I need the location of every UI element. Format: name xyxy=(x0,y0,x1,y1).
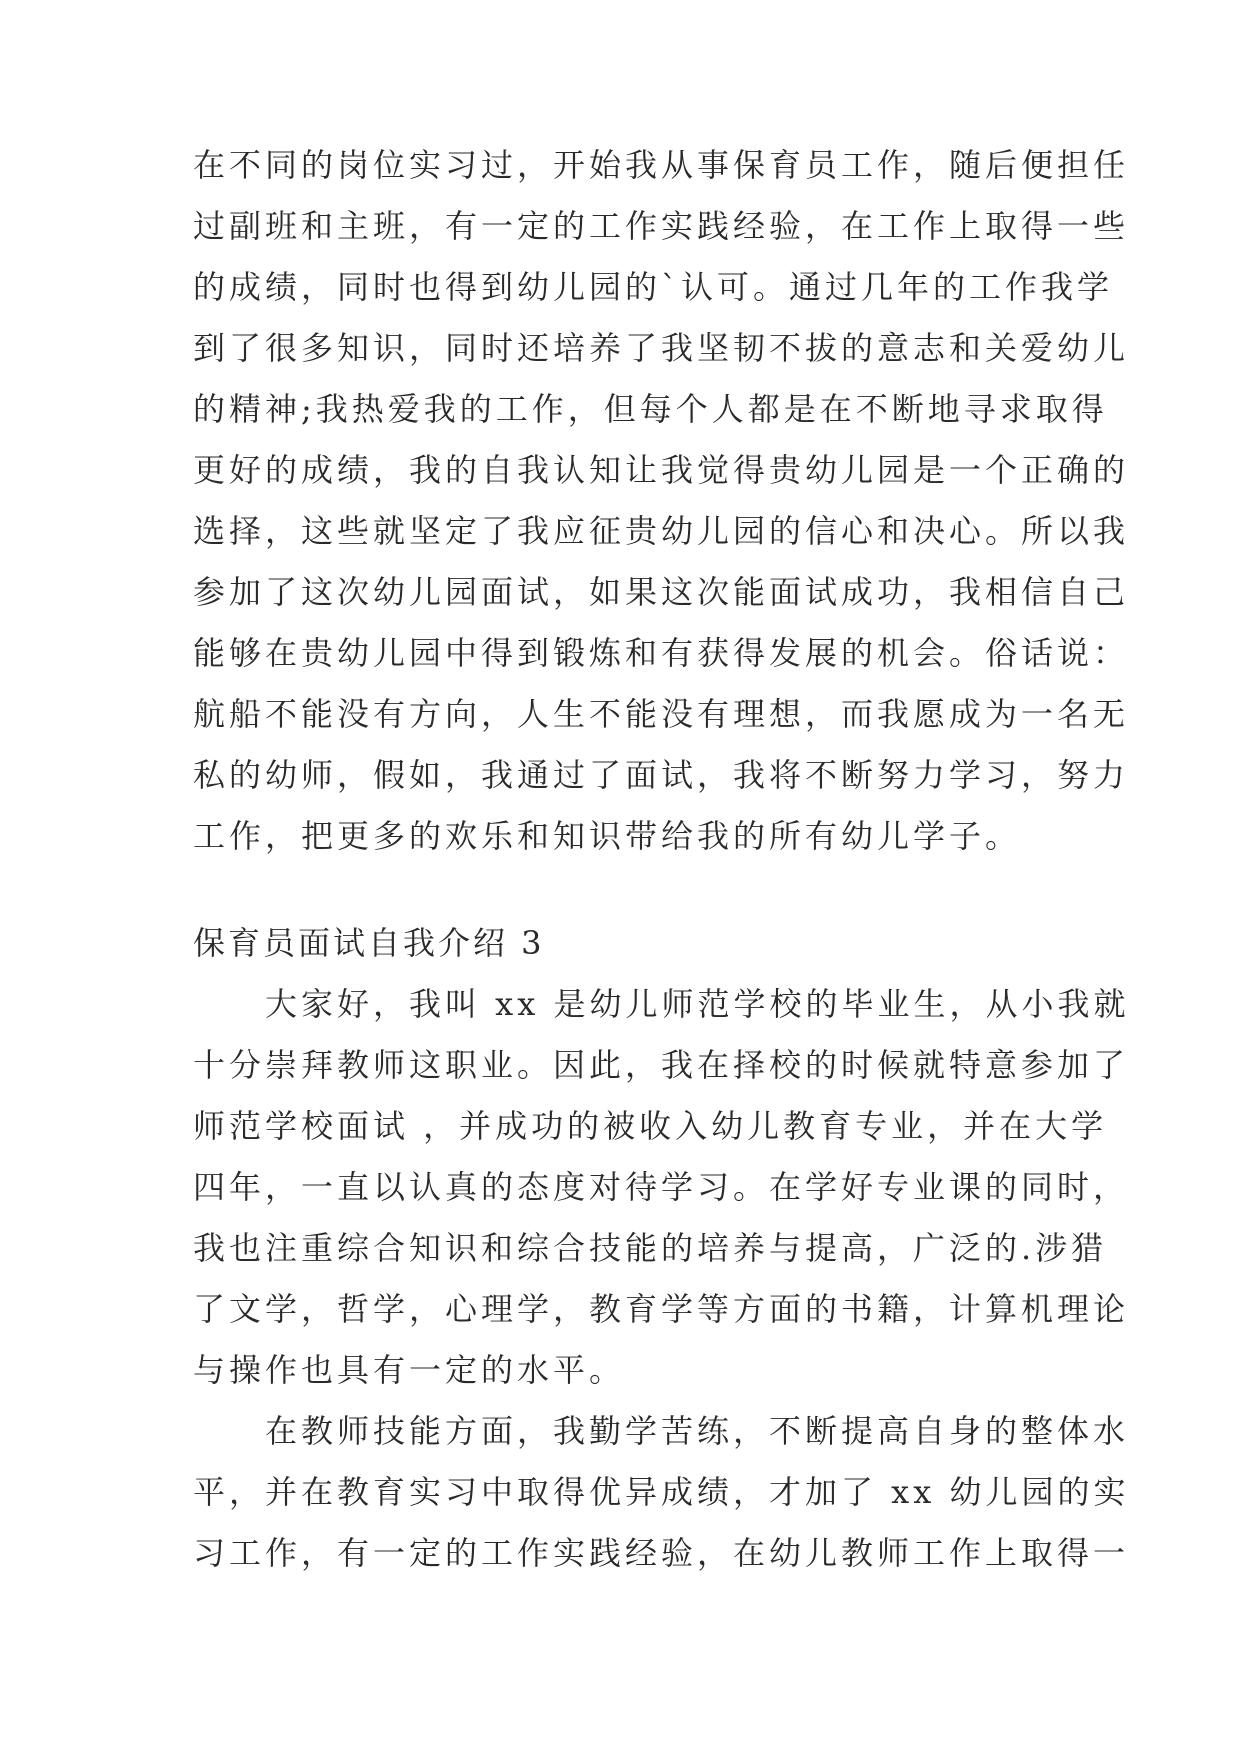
paragraph-2 xyxy=(193,974,1130,1401)
paragraph-line: 四年，一直以认真的态度对待学习。在学好专业课的同时， xyxy=(193,1168,1130,1206)
paragraph-line: 了文学，哲学，心理学，教育学等方面的书籍，计算机理论 xyxy=(193,1290,1130,1328)
paragraph-line: 平，并在教育实习中取得优异成绩，才加了 xx 幼儿园的实 xyxy=(193,1473,1130,1511)
section-title: 保育员面试自我介绍 3 xyxy=(193,924,545,962)
paragraph-1 xyxy=(193,135,1130,867)
paragraph-line: 更好的成绩，我的自我认知让我觉得贵幼儿园是一个正确的 xyxy=(193,451,1130,489)
paragraph-line: 的精神;我热爱我的工作，但每个人都是在不断地寻求取得 xyxy=(193,390,1108,428)
paragraph-3 xyxy=(193,1401,1130,1584)
paragraph-line: 十分崇拜教师这职业。因此，我在择校的时候就特意参加了 xyxy=(193,1046,1130,1084)
paragraph-line: 在教师技能方面，我勤学苦练，不断提高自身的整体水 xyxy=(193,1412,1130,1450)
paragraph-line: 在不同的岗位实习过，开始我从事保育员工作，随后便担任 xyxy=(193,146,1130,184)
paragraph-line: 习工作，有一定的工作实践经验，在幼儿教师工作上取得一 xyxy=(193,1534,1130,1572)
paragraph-line: 到了很多知识，同时还培养了我坚韧不拔的意志和关爱幼儿 xyxy=(193,329,1130,367)
paragraph-line: 的成绩，同时也得到幼儿园的`认可。通过几年的工作我学 xyxy=(193,268,1114,306)
paragraph-line: 我也注重综合知识和综合技能的培养与提高，广泛的.涉猎 xyxy=(193,1229,1108,1267)
paragraph-line: 过副班和主班，有一定的工作实践经验，在工作上取得一些 xyxy=(193,207,1130,245)
paragraph-line: 私的幼师，假如，我通过了面试，我将不断努力学习，努力 xyxy=(193,756,1130,794)
paragraph-line: 工作，把更多的欢乐和知识带给我的所有幼儿学子。 xyxy=(193,817,1022,855)
paragraph-line: 航船不能没有方向，人生不能没有理想，而我愿成为一名无 xyxy=(193,695,1130,733)
paragraph-line: 与操作也具有一定的水平。 xyxy=(193,1351,626,1389)
paragraph-line: 能够在贵幼儿园中得到锻炼和有获得发展的机会。俗话说： xyxy=(193,634,1130,672)
paragraph-line: 参加了这次幼儿园面试，如果这次能面试成功，我相信自己 xyxy=(193,573,1130,611)
paragraph-line: 师范学校面试 ，并成功的被收入幼儿教育专业，并在大学 xyxy=(193,1107,1108,1145)
paragraph-line: 大家好，我叫 xx 是幼儿师范学校的毕业生，从小我就 xyxy=(193,985,1130,1023)
paragraph-line: 选择，这些就坚定了我应征贵幼儿园的信心和决心。所以我 xyxy=(193,512,1130,550)
